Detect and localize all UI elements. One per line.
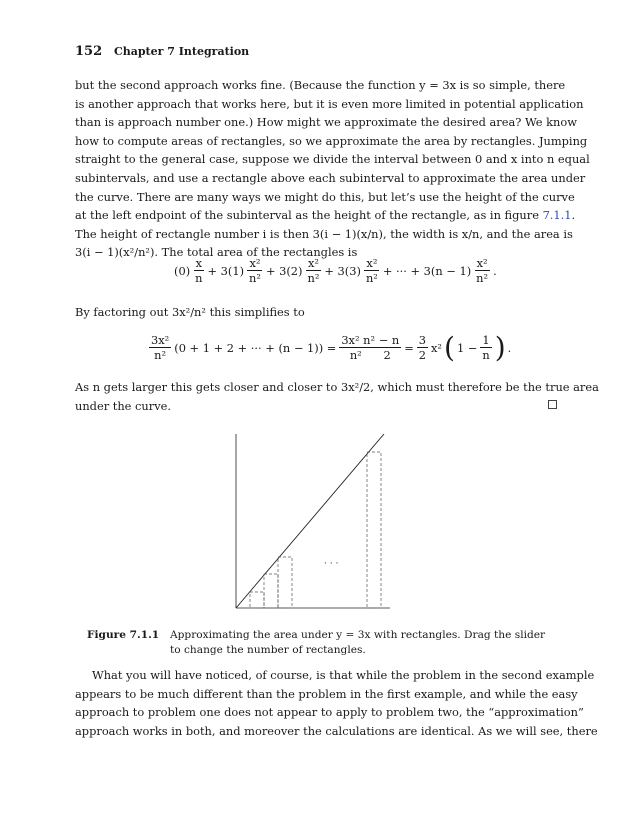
fraction <box>474 256 490 285</box>
eq-term: + ··· + 3(n − 1) <box>382 263 472 278</box>
eq-term: (0 + 1 + 2 + ··· + (n − 1)) = <box>174 340 337 355</box>
fraction <box>417 333 428 362</box>
numerator: 3x² n² − n <box>341 333 400 347</box>
line-y-equals-3x <box>236 434 384 608</box>
figure-ref-link[interactable]: 7.1.1 <box>542 208 572 223</box>
fraction <box>149 333 171 362</box>
text-line: appears to be much different than the problem in the first example, and while the easy <box>75 686 578 701</box>
denominator: n² <box>476 271 489 285</box>
figure-caption <box>87 628 557 658</box>
numerator: x² <box>366 256 378 270</box>
denominator: n² <box>249 271 261 285</box>
eq-term: + 3(3) <box>324 263 361 278</box>
text-line: As n gets larger this gets closer and closer to 3x²/2, which must therefore be the true area <box>75 380 599 394</box>
denominator: n² <box>307 271 320 285</box>
denominator: n <box>482 348 490 362</box>
text-line: What you will have noticed, of course, is that while the problem in the second example <box>92 668 595 682</box>
eq-term: = <box>404 340 414 355</box>
paragraph-intro <box>75 76 590 262</box>
eq-period: . <box>493 263 497 278</box>
fraction <box>193 256 204 285</box>
left-paren: ( <box>444 330 455 364</box>
eq-term: x² <box>431 340 442 355</box>
numerator: x² <box>249 256 261 270</box>
qed-box-icon <box>548 400 557 409</box>
rectangle-2 <box>264 574 278 608</box>
paragraph-observation <box>75 666 598 740</box>
right-paren: ) <box>494 330 506 364</box>
text-line: than is approach number one.) How might we approximate the desired area? We know <box>75 115 577 130</box>
text-line: 3(i − 1)(x²/n²). The total area of the rectangles is <box>75 245 358 260</box>
denominator: 2 <box>418 348 426 362</box>
numerator: x <box>195 256 203 270</box>
rectangle-3 <box>278 557 292 608</box>
paragraph-conclusion <box>75 378 599 415</box>
rectangle-last <box>367 452 381 608</box>
text-line: straight to the general case, suppose we divide the interval between 0 and x into n equal <box>75 152 590 167</box>
fraction <box>305 256 321 285</box>
eq-term: + 3(1) <box>207 263 245 278</box>
fraction <box>364 256 380 285</box>
text-line: is another approach that works here, but it is even more limited in potential application <box>75 96 584 111</box>
page-number: 152 <box>75 44 103 59</box>
approximating-rectangles <box>250 452 381 608</box>
text-line-with-ref: at the left endpoint of the subinterval as the height of the rectangle, as in figure 7.1.1. <box>75 208 576 223</box>
text-line: the curve. There are many ways we might do this, but let’s use the height of the curve <box>75 189 575 204</box>
fraction <box>247 256 263 285</box>
denominator: n² 2 <box>349 348 391 362</box>
fraction <box>339 333 401 362</box>
text-line: approach to problem one does not appear to apply to problem two, the “approximation” <box>75 705 584 720</box>
paragraph-factoring <box>75 303 557 322</box>
text-line: By factoring out 3x²/n² this simplifies to <box>75 305 305 319</box>
text-line: subintervals, and use a rectangle above each subinterval to approximate the area under <box>75 170 586 185</box>
text-line: how to compute areas of rectangles, so we approximate the area by rectangles. Jumping <box>75 133 588 148</box>
rectangle-1 <box>250 592 264 608</box>
figure-rectangles[interactable] <box>232 432 392 612</box>
equation-simplified <box>148 330 512 364</box>
text-line: under the curve. <box>75 398 172 413</box>
fraction <box>480 333 491 362</box>
text-line: The height of rectangle number i is then 3(i − 1)(x/n), the width is x/n, and the area is <box>75 226 573 241</box>
eq-term: (0) <box>174 263 191 278</box>
numerator: 3 <box>418 333 426 347</box>
numerator: x² <box>307 256 319 270</box>
text-segment: at the left endpoint of the subinterval as the height of the rectangle, as in figure <box>75 208 539 223</box>
eq-term: 1 − <box>456 340 478 355</box>
caption-label: Figure 7.1.1 <box>87 629 160 641</box>
text-line: approach works in both, and moreover the calculations are identical. As we will see, there <box>75 723 598 738</box>
eq-term: + 3(2) <box>265 263 303 278</box>
page-header <box>75 44 249 59</box>
eq-period: . <box>507 340 512 355</box>
numerator: x² <box>476 256 488 270</box>
caption-text: Approximating the area under y = 3x with rectangles. Drag the slider to change the number of rectangles. <box>170 629 546 656</box>
numerator: 1 <box>482 333 490 347</box>
equation-rectangle-sum <box>174 256 497 285</box>
denominator: n² <box>154 348 167 362</box>
text-line: but the second approach works fine. (Because the function y = 3x is so simple, there <box>75 78 566 92</box>
denominator: n <box>195 271 203 285</box>
numerator: 3x² <box>151 333 170 347</box>
ellipsis-dots: · · · <box>324 559 339 569</box>
denominator: n² <box>365 271 378 285</box>
chapter-title: Chapter 7 Integration <box>113 45 250 58</box>
